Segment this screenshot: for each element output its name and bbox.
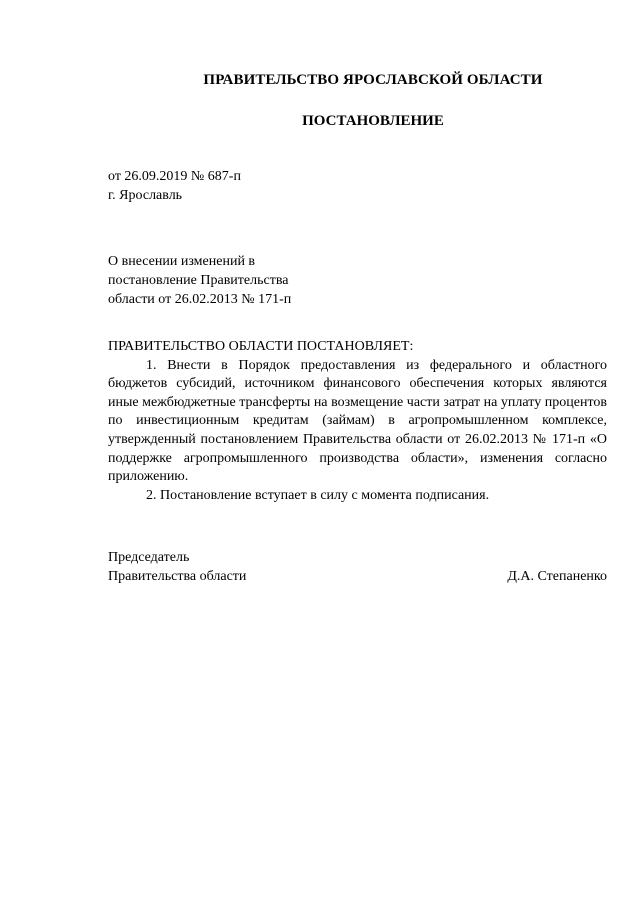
organization-title: ПРАВИТЕЛЬСТВО ЯРОСЛАВСКОЙ ОБЛАСТИ	[203, 72, 543, 88]
decree-paragraph-2: 2. Постановление вступает в силу с момента подписания.	[146, 487, 490, 503]
signatory-name: Д.А. Степаненко	[507, 569, 607, 584]
decree-lead: ПРАВИТЕЛЬСТВО ОБЛАСТИ ПОСТАНОВЛЯЕТ:	[108, 339, 414, 354]
document-type-title: ПОСТАНОВЛЕНИЕ	[302, 113, 444, 129]
signatory-title-line-1: Председатель	[108, 550, 190, 565]
document-meta	[108, 167, 241, 205]
subject-line: области от 26.02.2013 № 171-п	[108, 292, 292, 307]
signatory-title-line-2: Правительства области	[108, 569, 247, 584]
date-number: от 26.09.2019 № 687-п	[108, 169, 241, 184]
signature-row	[108, 567, 607, 586]
signature-block	[108, 548, 607, 586]
subject-line: О внесении изменений в	[108, 254, 256, 269]
document-subject	[108, 252, 291, 309]
city: г. Ярославль	[108, 188, 183, 203]
decree-body	[108, 338, 607, 505]
subject-line: постановление Правительства	[108, 273, 289, 288]
decree-paragraph-1: 1. Внести в Порядок предоставления из федерального и областного бюджетов субсидий, источником финансового обеспечения которых являются иные межбюджетные трансферты на возмещение части затрат на уплату процентов по инвестиционным кредитам (займам) в агропромышленном комплексе, утвержденный постановлением Правительства области от 26.02.2013 № 171-п «О поддержке агропромышленного производства области», изменения согласно приложению.	[108, 357, 607, 485]
